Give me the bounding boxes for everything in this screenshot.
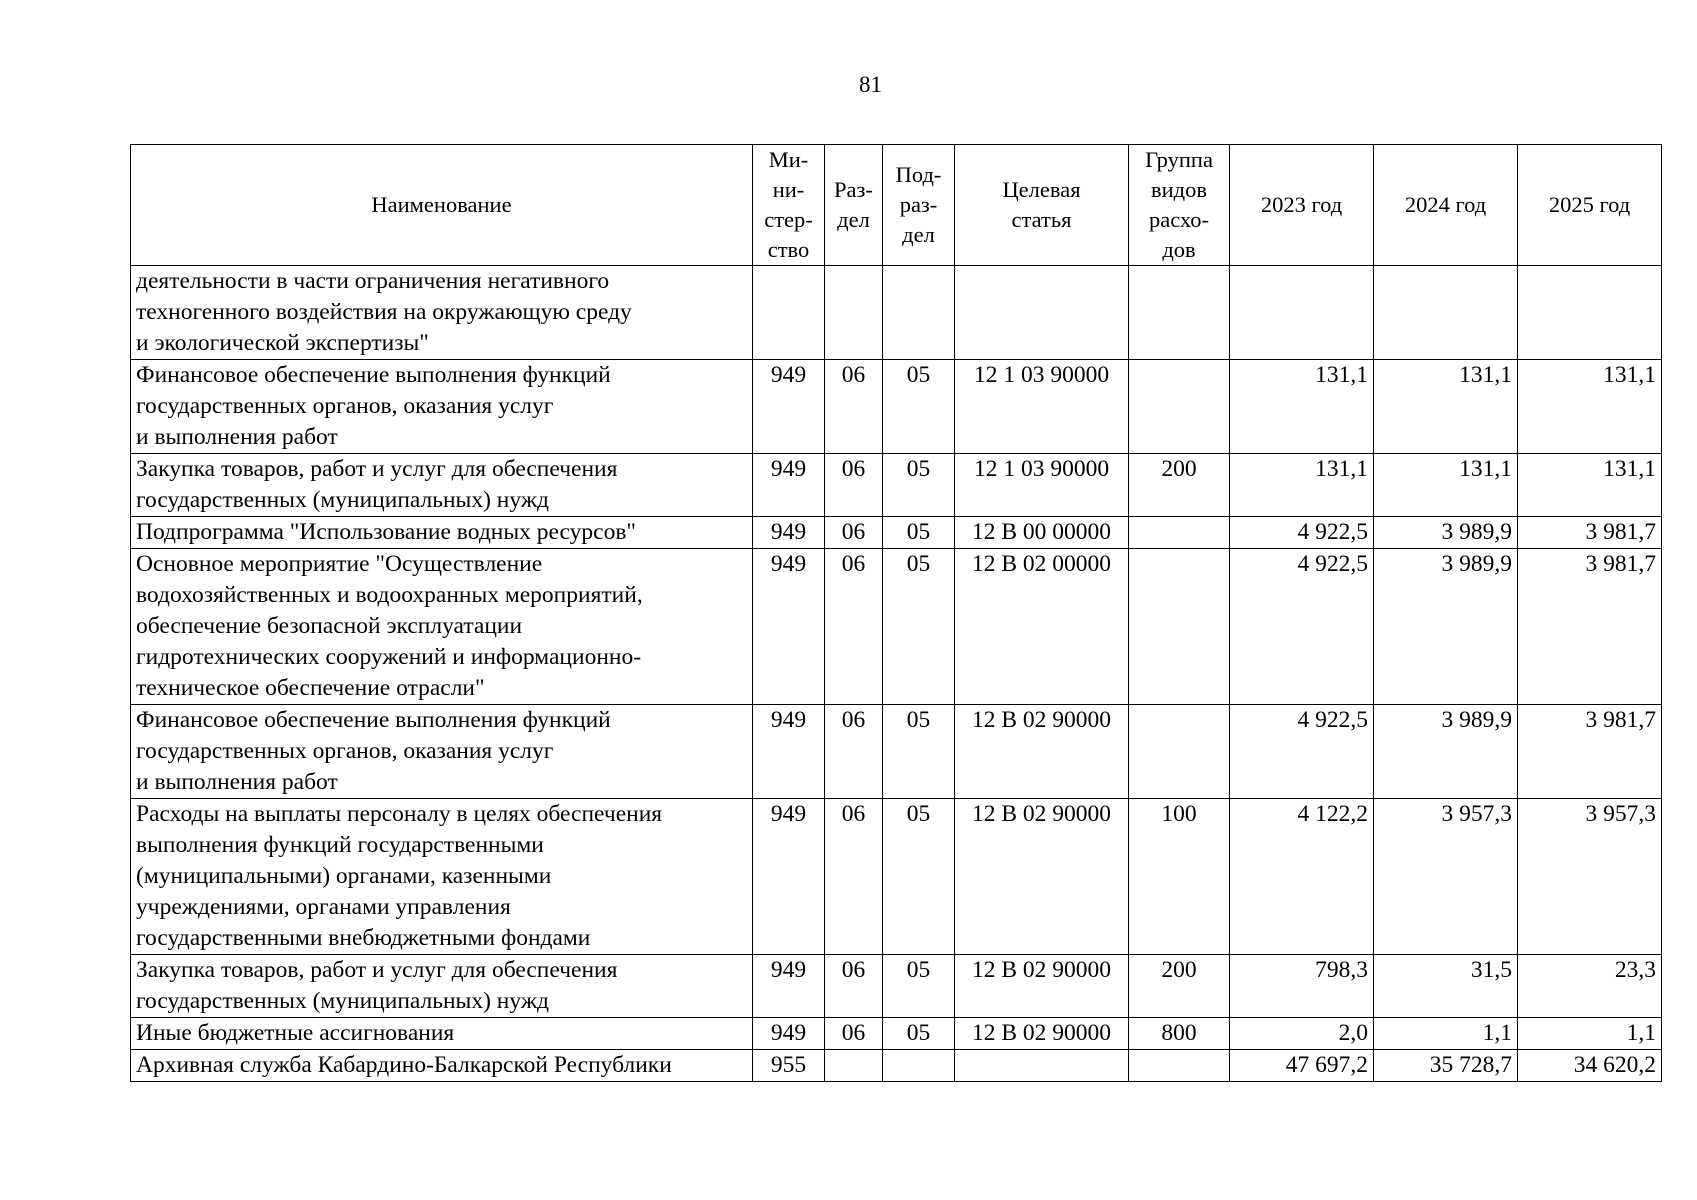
budget-table <box>130 144 1662 1082</box>
table-row <box>131 549 1662 705</box>
cell-expense-group <box>1129 360 1230 454</box>
table-row <box>131 1018 1662 1050</box>
cell-target-article <box>955 1050 1129 1082</box>
cell-subsection: 05 <box>883 454 955 517</box>
cell-subsection: 05 <box>883 360 955 454</box>
header-2024: 2024 год <box>1374 145 1518 266</box>
cell-target-article: 12 В 02 90000 <box>955 705 1129 799</box>
cell-2023: 4 922,5 <box>1230 705 1374 799</box>
cell-expense-group: 200 <box>1129 454 1230 517</box>
cell-2023: 47 697,2 <box>1230 1050 1374 1082</box>
cell-name: Основное мероприятие "Осуществление водохозяйственных и водоохранных мероприятий, обеспечение безопасной эксплуатации гидротехнических сооружений и информационно- техническое обеспечение отрасли" <box>131 549 753 705</box>
cell-section: 06 <box>825 549 883 705</box>
cell-2024 <box>1374 266 1518 360</box>
cell-2023: 2,0 <box>1230 1018 1374 1050</box>
cell-name: Финансовое обеспечение выполнения функций государственных органов, оказания услуг и выполнения работ <box>131 360 753 454</box>
cell-2023 <box>1230 266 1374 360</box>
cell-2023: 4 922,5 <box>1230 517 1374 549</box>
cell-2023: 131,1 <box>1230 454 1374 517</box>
cell-2025: 23,3 <box>1518 955 1662 1018</box>
cell-expense-group: 200 <box>1129 955 1230 1018</box>
header-expense-group: Группа видов расхо- дов <box>1129 145 1230 266</box>
cell-name: Расходы на выплаты персоналу в целях обеспечения выполнения функций государственными (муниципальными) органами, казенными учреждениями, органами управления государственными внебюджетными фондами <box>131 799 753 955</box>
cell-2023: 131,1 <box>1230 360 1374 454</box>
table-row <box>131 517 1662 549</box>
cell-2024: 1,1 <box>1374 1018 1518 1050</box>
cell-2023: 4 122,2 <box>1230 799 1374 955</box>
header-2023: 2023 год <box>1230 145 1374 266</box>
cell-2025: 34 620,2 <box>1518 1050 1662 1082</box>
header-ministry: Ми- ни- стер- ство <box>753 145 825 266</box>
table-row <box>131 799 1662 955</box>
cell-name: Подпрограмма "Использование водных ресурсов" <box>131 517 753 549</box>
cell-target-article: 12 В 02 90000 <box>955 1018 1129 1050</box>
table-row <box>131 705 1662 799</box>
cell-subsection <box>883 1050 955 1082</box>
cell-expense-group <box>1129 705 1230 799</box>
cell-target-article: 12 В 00 00000 <box>955 517 1129 549</box>
cell-2024: 3 989,9 <box>1374 517 1518 549</box>
cell-ministry: 949 <box>753 517 825 549</box>
cell-section: 06 <box>825 799 883 955</box>
cell-2024: 3 957,3 <box>1374 799 1518 955</box>
cell-2025: 131,1 <box>1518 360 1662 454</box>
cell-2025: 3 981,7 <box>1518 705 1662 799</box>
cell-ministry: 949 <box>753 549 825 705</box>
table-body <box>131 266 1662 1082</box>
cell-name: Иные бюджетные ассигнования <box>131 1018 753 1050</box>
cell-target-article: 12 В 02 90000 <box>955 955 1129 1018</box>
cell-2024: 31,5 <box>1374 955 1518 1018</box>
header-subsection: Под- раз- дел <box>883 145 955 266</box>
cell-ministry: 949 <box>753 1018 825 1050</box>
cell-2025 <box>1518 266 1662 360</box>
page-number: 81 <box>859 72 882 97</box>
cell-section: 06 <box>825 454 883 517</box>
header-name: Наименование <box>131 145 753 266</box>
table-row <box>131 955 1662 1018</box>
cell-name: деятельности в части ограничения негативного техногенного воздействия на окружающую среду и экологической экспертизы" <box>131 266 753 360</box>
cell-ministry <box>753 266 825 360</box>
cell-name: Финансовое обеспечение выполнения функций государственных органов, оказания услуг и выполнения работ <box>131 705 753 799</box>
table-row <box>131 360 1662 454</box>
cell-target-article: 12 В 02 90000 <box>955 799 1129 955</box>
header-2025: 2025 год <box>1518 145 1662 266</box>
table-header-row <box>131 145 1662 266</box>
cell-2024: 131,1 <box>1374 360 1518 454</box>
cell-ministry: 949 <box>753 955 825 1018</box>
cell-ministry: 949 <box>753 799 825 955</box>
cell-2025: 1,1 <box>1518 1018 1662 1050</box>
cell-subsection: 05 <box>883 1018 955 1050</box>
cell-2024: 35 728,7 <box>1374 1050 1518 1082</box>
cell-2024: 131,1 <box>1374 454 1518 517</box>
header-target-article: Целевая статья <box>955 145 1129 266</box>
cell-2024: 3 989,9 <box>1374 549 1518 705</box>
cell-expense-group <box>1129 266 1230 360</box>
cell-2025: 3 981,7 <box>1518 517 1662 549</box>
cell-subsection: 05 <box>883 799 955 955</box>
cell-expense-group <box>1129 517 1230 549</box>
cell-section <box>825 266 883 360</box>
cell-subsection: 05 <box>883 705 955 799</box>
cell-section <box>825 1050 883 1082</box>
cell-ministry: 949 <box>753 360 825 454</box>
header-section: Раз- дел <box>825 145 883 266</box>
cell-name: Закупка товаров, работ и услуг для обеспечения государственных (муниципальных) нужд <box>131 454 753 517</box>
cell-section: 06 <box>825 955 883 1018</box>
cell-name: Архивная служба Кабардино-Балкарской Республики <box>131 1050 753 1082</box>
cell-2025: 3 957,3 <box>1518 799 1662 955</box>
cell-subsection: 05 <box>883 549 955 705</box>
cell-target-article <box>955 266 1129 360</box>
cell-target-article: 12 1 03 90000 <box>955 360 1129 454</box>
cell-expense-group: 100 <box>1129 799 1230 955</box>
cell-section: 06 <box>825 705 883 799</box>
cell-target-article: 12 1 03 90000 <box>955 454 1129 517</box>
table-row <box>131 266 1662 360</box>
cell-target-article: 12 В 02 00000 <box>955 549 1129 705</box>
cell-ministry: 949 <box>753 705 825 799</box>
cell-expense-group <box>1129 549 1230 705</box>
table-row <box>131 1050 1662 1082</box>
cell-2024: 3 989,9 <box>1374 705 1518 799</box>
cell-2025: 131,1 <box>1518 454 1662 517</box>
cell-expense-group: 800 <box>1129 1018 1230 1050</box>
cell-2025: 3 981,7 <box>1518 549 1662 705</box>
cell-ministry: 949 <box>753 454 825 517</box>
cell-section: 06 <box>825 1018 883 1050</box>
cell-subsection <box>883 266 955 360</box>
cell-subsection: 05 <box>883 517 955 549</box>
cell-expense-group <box>1129 1050 1230 1082</box>
cell-ministry: 955 <box>753 1050 825 1082</box>
cell-name: Закупка товаров, работ и услуг для обеспечения государственных (муниципальных) нужд <box>131 955 753 1018</box>
table-row <box>131 454 1662 517</box>
cell-2023: 4 922,5 <box>1230 549 1374 705</box>
cell-2023: 798,3 <box>1230 955 1374 1018</box>
cell-subsection: 05 <box>883 955 955 1018</box>
cell-section: 06 <box>825 360 883 454</box>
cell-section: 06 <box>825 517 883 549</box>
